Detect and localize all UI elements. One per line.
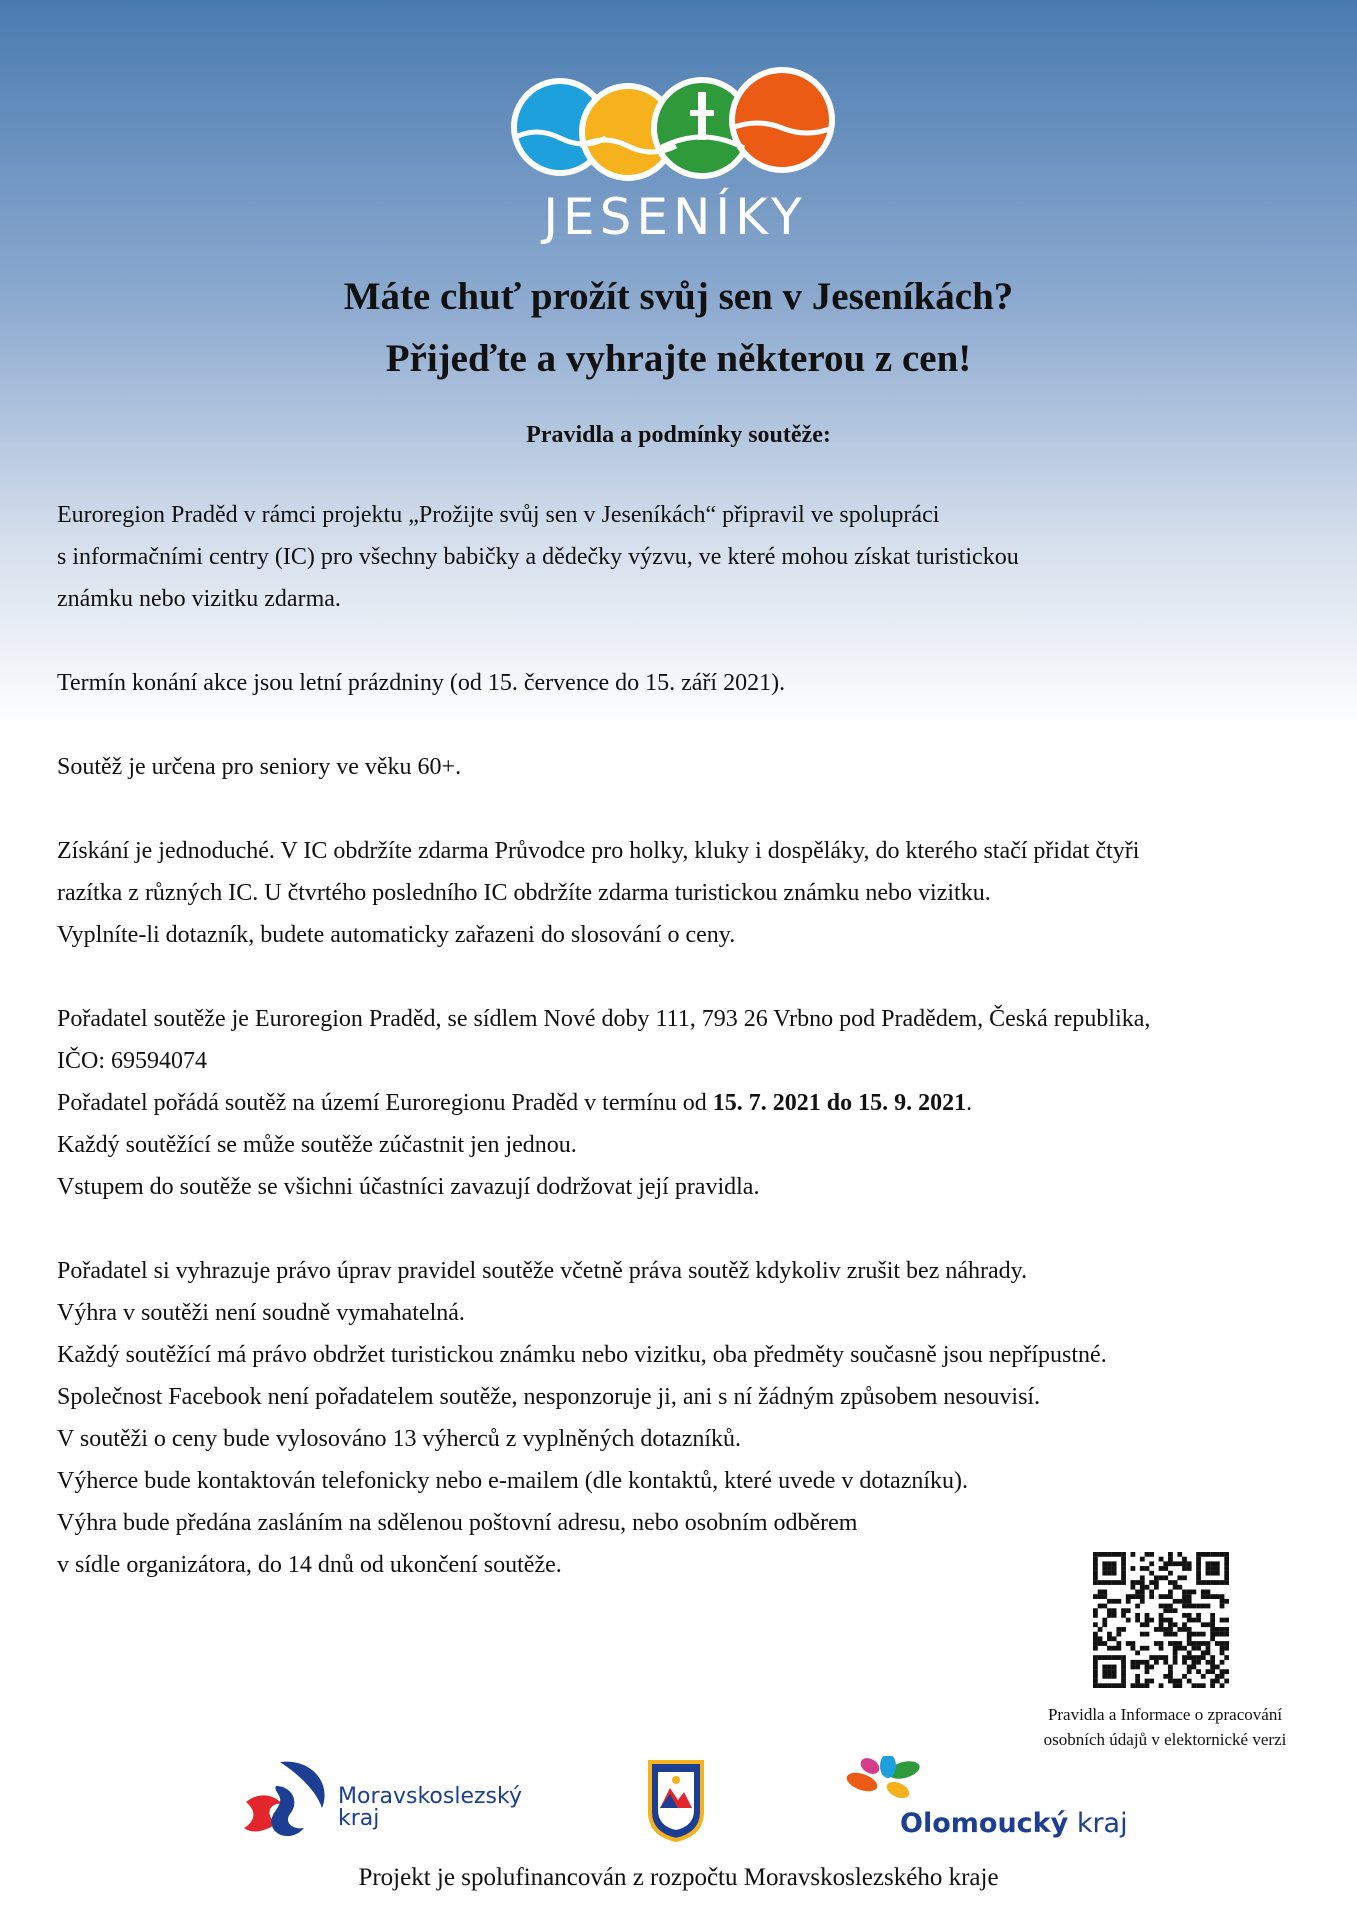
msk-logo-line: Moravskoslezský [338, 1784, 522, 1809]
text-line: Pořadatel si vyhrazuje právo úprav pravidel soutěže včetně práva soutěž kdykoliv zrušit bez náhrady. [57, 1258, 1028, 1284]
rules-heading: Pravidla a podmínky soutěže: [526, 422, 831, 448]
text-line: Soutěž je určena pro seniory ve věku 60+. [57, 754, 462, 780]
text-line: Výhra v soutěži není soudně vymahatelná. [57, 1300, 465, 1326]
euroregion-praded-shield-icon [646, 1758, 706, 1842]
text-fragment: Pořadatel pořádá soutěž na území Euroregionu Praděd v termínu od [57, 1090, 713, 1116]
qr-caption-line: osobních údajů v elektornické verzi [1043, 1730, 1287, 1749]
olk-flower-icon [840, 1756, 930, 1816]
paragraph-intro [57, 494, 1327, 620]
funding-note: Projekt je spolufinancován z rozpočtu Moravskoslezského kraje [358, 1864, 999, 1891]
olomoucky-kraj-logo [840, 1756, 1130, 1851]
msk-emblem-icon [240, 1756, 336, 1846]
paragraph-howto [57, 830, 1327, 956]
text-line: Vyplníte-li dotazník, budete automaticky zařazeni do slosování o ceny. [57, 922, 736, 948]
qr-code[interactable] [1093, 1552, 1229, 1688]
rules-body [57, 494, 1327, 1628]
text-line: razítka z různých IC. U čtvrtého posledního IC obdržíte zdarma turistickou známku nebo vizitku. [57, 880, 991, 906]
text-line: Společnost Facebook není pořadatelem soutěže, nesponzoruje ji, ani s ní žádným způsobem nesouvisí. [57, 1384, 1041, 1410]
text-line: V soutěži o ceny bude vylosováno 13 výherců z vyplněných dotazníků. [57, 1426, 742, 1452]
olk-logo-bold: Olomoucký [900, 1808, 1069, 1839]
olk-logo-text [900, 1808, 1128, 1839]
msk-logo-text [338, 1786, 522, 1830]
text-line: Pořadatel soutěže je Euroregion Praděd, se sídlem Nové doby 111, 793 26 Vrbno pod Pradědem, Česká republika, [57, 1006, 1151, 1032]
logo-wordmark: JESENÍKY [543, 188, 807, 246]
text-line: Euroregion Praděd v rámci projektu „Prožijte svůj sen v Jeseníkách“ připravil ve spolupráci [57, 502, 940, 528]
paragraph-organizer [57, 998, 1327, 1208]
qr-caption [1000, 1702, 1330, 1752]
headline-line-2: Přijeďte a vyhrajte některou z cen! [385, 337, 972, 380]
paragraph-dates [57, 662, 1327, 704]
date-range: 15. 7. 2021 do 15. 9. 2021 [712, 1090, 967, 1116]
msk-logo-line: kraj [338, 1806, 380, 1831]
olk-logo-rest: kraj [1068, 1808, 1128, 1839]
text-line: v sídle organizátora, do 14 dnů od ukončení soutěže. [57, 1552, 562, 1578]
paragraph-terms [57, 1250, 1327, 1586]
qr-caption-line: Pravidla a Informace o zpracování [1047, 1705, 1283, 1724]
headline [0, 266, 1357, 390]
text-line: Termín konání akce jsou letní prázdniny (od 15. července do 15. září 2021). [57, 670, 786, 696]
text-line: Získání je jednoduché. V IC obdržíte zdarma Průvodce pro holky, kluky i dospěláky, do kterého stačí přidat čtyři [57, 838, 1140, 864]
text-fragment: . [966, 1090, 973, 1116]
text-line: Každý soutěžící má právo obdržet turistickou známku nebo vizitku, oba předměty současně jsou nepřípustné. [57, 1342, 1107, 1368]
moravskoslezsky-kraj-logo [240, 1756, 520, 1846]
text-line: Každý soutěžící se může soutěže zúčastnit jen jednou. [57, 1132, 577, 1158]
headline-line-1: Máte chuť prožít svůj sen v Jeseníkách? [343, 275, 1014, 318]
text-line: Vstupem do soutěže se všichni účastníci zavazují dodržovat její pravidla. [57, 1174, 760, 1200]
paragraph-audience [57, 746, 1327, 788]
text-line: IČO: 69594074 [57, 1048, 207, 1074]
text-line: známku nebo vizitku zdarma. [57, 586, 341, 612]
text-line: Výhra bude předána zasláním na sdělenou poštovní adresu, nebo osobním odběrem [57, 1510, 858, 1536]
text-line: Výherce bude kontaktován telefonicky nebo e-mailem (dle kontaktů, které uvede v dotazníku). [57, 1468, 969, 1494]
text-line [57, 1082, 1327, 1124]
text-line: s informačními centry (IC) pro všechny babičky a dědečky výzvu, ve které mohou získat turistickou [57, 544, 1019, 570]
